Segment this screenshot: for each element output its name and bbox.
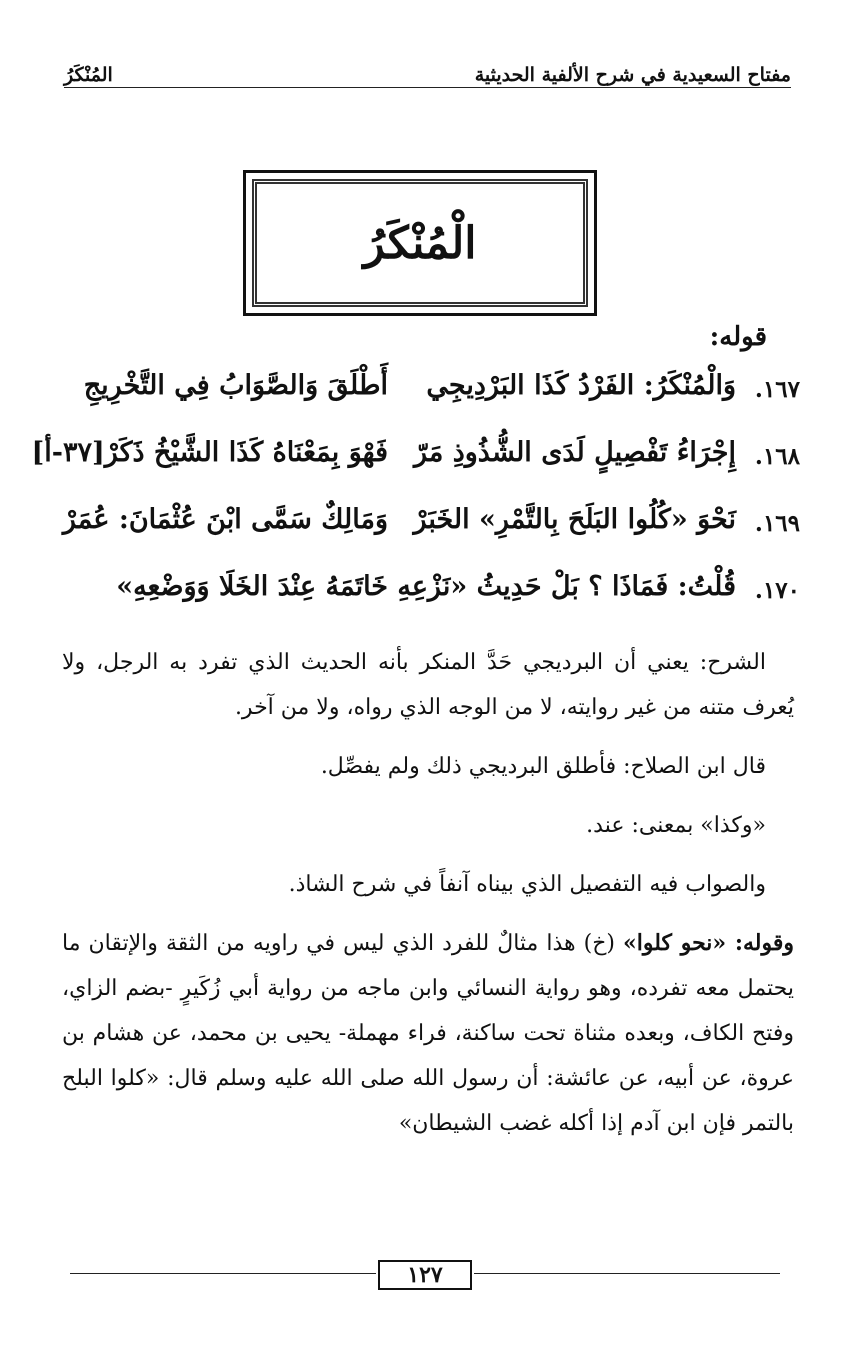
commentary-paragraph: «وكذا» بمعنى: عند. bbox=[586, 813, 766, 838]
verse-first-hemistich: وَالْمُنْكَرُ: الفَرْدُ كَذَا البَرْدِيجِي bbox=[426, 370, 736, 401]
verse-line bbox=[30, 437, 800, 504]
verse-second-hemistich: وَمَالِكٌ سَمَّى ابْنَ عُثْمَانَ: عُمَرْ bbox=[62, 504, 388, 535]
qawluhu-label: قوله: bbox=[709, 322, 767, 352]
verse-second-hemistich: خَاتَمَهُ عِنْدَ الخَلَا وَوَضْعِهِ» bbox=[116, 571, 388, 602]
running-chapter-name: المُنْكَرُ bbox=[64, 64, 119, 86]
footer-rule-right bbox=[474, 1273, 780, 1274]
verse-list bbox=[30, 370, 800, 638]
page-header bbox=[64, 62, 791, 98]
verse-first-hemistich: نَحْوَ «كُلُوا البَلَحَ بِالتَّمْرِ» الخَبَرْ bbox=[413, 504, 736, 535]
verse-first-hemistich: قُلْتُ: فَمَاذَا ؟ بَلْ حَدِيثُ «نَزْعِهِ bbox=[397, 571, 736, 602]
verse-first-hemistich: إِجْرَاءُ تَفْصِيلٍ لَدَى الشُّذُوذِ مَرّ bbox=[413, 437, 736, 468]
page-number: ١٢٧ bbox=[407, 1262, 443, 1288]
verse-line bbox=[30, 370, 800, 437]
section-title-frame bbox=[243, 170, 597, 316]
verse-number: ١٦٧. bbox=[754, 376, 800, 403]
verse-number: ١٦٩. bbox=[754, 510, 800, 537]
running-book-title: مفتاح السعيدية في شرح الألفية الحديثية bbox=[469, 64, 791, 86]
commentary-paragraph-text: (خ) هذا مثالٌ للفرد الذي ليس في راويه من الثقة والإتقان ما يحتمل معه تفرده، وهو رواية النسائي وابن ماجه من رواية أبي زُكَيرٍ -بضم الزاي، وفتح الكاف، وبعده مثناة تحت ساكنة، فراء مهملة- يحيى بن محمد، عن هشام بن عروة، عن أبيه، عن عائشة: أن رسول الله صلى الله عليه وسلم قال: «كلوا البلح بالتمر فإن ابن آدم إذا أكله غضب الشيطان» bbox=[62, 931, 795, 1136]
quoted-lemma: وقوله: «نحو كلوا» bbox=[623, 930, 794, 956]
verse-line bbox=[30, 571, 800, 638]
commentary-paragraph bbox=[62, 921, 794, 1146]
page-footer bbox=[70, 1260, 780, 1300]
section-title-inner-frame bbox=[252, 179, 588, 307]
verse-line bbox=[30, 504, 800, 571]
commentary-body bbox=[62, 640, 794, 1146]
commentary-paragraph: قال ابن الصلاح: فأطلق البرديجي ذلك ولم يفصِّل. bbox=[320, 754, 766, 779]
header-rule bbox=[64, 87, 791, 88]
section-title: الْمُنْكَرُ bbox=[363, 217, 477, 269]
verse-second-hemistich: أَطْلَقَ وَالصَّوَابُ فِي التَّخْرِيجِ bbox=[83, 370, 388, 401]
footer-rule-left bbox=[70, 1273, 376, 1274]
verse-number: ١٧٠. bbox=[754, 577, 800, 604]
commentary-paragraph: الشرح: يعني أن البرديجي حَدَّ المنكر بأنه الحديث الذي تفرد به الرجل، ولا يُعرف متنه من غير روايته، لا من الوجه الذي رواه، ولا من آخر. bbox=[62, 650, 794, 720]
verse-number: ١٦٨. bbox=[754, 443, 800, 470]
page-number-box bbox=[378, 1260, 472, 1290]
verse-second-hemistich: فَهْوَ بِمَعْنَاهُ كَذَا الشَّيْخُ ذَكَرْ[٣٧-أ] bbox=[31, 437, 388, 468]
commentary-paragraph: والصواب فيه التفصيل الذي بيناه آنفاً في شرح الشاذ. bbox=[288, 872, 766, 897]
